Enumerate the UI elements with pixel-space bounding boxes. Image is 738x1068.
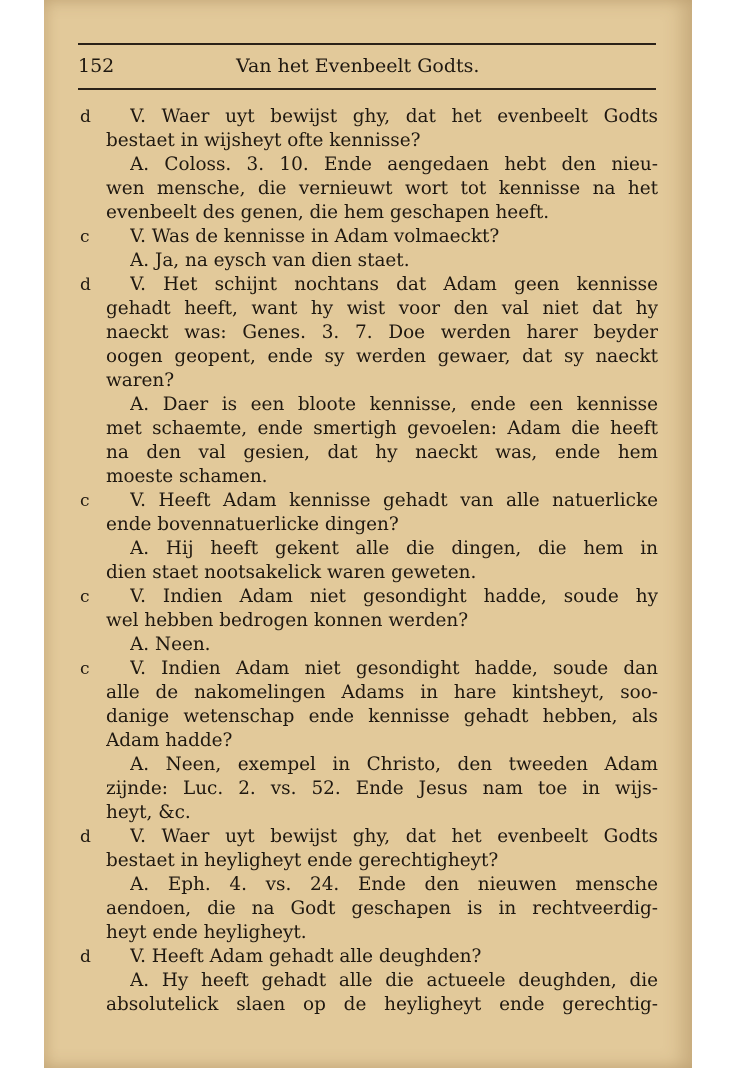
text-line: oogen geopent, ende sy werden gewaer, dat sy naeckt	[106, 346, 658, 367]
header-rule-top	[78, 43, 656, 45]
text-line: bestaet in heyligheyt ende gerechtigheyt?	[106, 850, 499, 871]
margin-mark: d	[80, 947, 91, 967]
text-line: Adam hadde?	[106, 730, 233, 751]
text-line: evenbeelt des genen, die hem geschapen heeft.	[106, 202, 550, 223]
text-line: naeckt was: Genes. 3. 7. Doe werden harer beyder	[106, 322, 658, 343]
text-line: A. Hij heeft gekent alle die dingen, die hem in	[130, 538, 658, 559]
text-line: bestaet in wijsheyt ofte kennisse?	[106, 130, 421, 151]
text-line: A. Ja, na eysch van dien staet.	[130, 250, 410, 271]
header-rule-bottom	[78, 88, 656, 90]
page-number: 152	[78, 55, 115, 77]
margin-mark: d	[80, 107, 91, 127]
text-line: na den val gesien, dat hy naeckt was, ende hem	[106, 442, 658, 463]
text-line: heyt ende heyligheyt.	[106, 922, 307, 943]
text-line: V. Heeft Adam gehadt alle deughden?	[130, 946, 482, 967]
text-line: A. Daer is een bloote kennisse, ende een kennisse	[130, 394, 658, 415]
text-line: V. Het schijnt nochtans dat Adam geen kennisse	[130, 274, 658, 295]
text-line: A. Neen.	[130, 634, 211, 655]
text-line: danige wetenschap ende kennisse gehadt hebben, als	[106, 706, 658, 727]
text-line: heyt, &c.	[106, 802, 191, 823]
margin-mark: d	[80, 275, 91, 295]
margin-mark: d	[80, 827, 91, 847]
text-line: alle de nakomelingen Adams in hare kintsheyt, soo-	[106, 682, 658, 703]
text-line: moeste schamen.	[106, 466, 268, 487]
text-line: wel hebben bedrogen konnen werden?	[106, 610, 469, 631]
text-line: dien staet nootsakelick waren geweten.	[106, 562, 477, 583]
text-line: V. Heeft Adam kennisse gehadt van alle natuerlicke	[130, 490, 658, 511]
page-header	[78, 52, 656, 82]
text-line: ende bovennatuerlicke dingen?	[106, 514, 399, 535]
margin-mark: c	[80, 491, 90, 511]
text-line: A. Coloss. 3. 10. Ende aengedaen hebt den nieu-	[130, 154, 658, 175]
text-line: V. Indien Adam niet gesondight hadde, soude dan	[130, 658, 658, 679]
margin-mark: c	[80, 659, 90, 679]
text-line: gehadt heeft, want hy wist voor den val niet dat hy	[106, 298, 658, 319]
text-line: wen mensche, die vernieuwt wort tot kennisse na het	[106, 178, 658, 199]
text-line: V. Was de kennisse in Adam volmaeckt?	[130, 226, 500, 247]
text-line: waren?	[106, 370, 175, 391]
running-title: Van het Evenbeelt Godts.	[236, 55, 480, 77]
margin-mark: c	[80, 227, 90, 247]
text-line: A. Neen, exempel in Christo, den tweeden Adam	[130, 754, 658, 775]
text-line: absolutelick slaen op de heyligheyt ende gerechtig-	[106, 994, 658, 1015]
text-line: A. Eph. 4. vs. 24. Ende den nieuwen mensche	[130, 874, 658, 895]
text-line: zijnde: Luc. 2. vs. 52. Ende Jesus nam toe in wijs-	[106, 778, 658, 799]
text-line: aendoen, die na Godt geschapen is in rechtveerdig-	[106, 898, 658, 919]
text-line: V. Indien Adam niet gesondight hadde, soude hy	[130, 586, 658, 607]
text-line: met schaemte, ende smertigh gevoelen: Adam die heeft	[106, 418, 658, 439]
text-line: V. Waer uyt bewijst ghy, dat het evenbeelt Godts	[130, 826, 658, 847]
text-line: V. Waer uyt bewijst ghy, dat het evenbeelt Godts	[130, 106, 658, 127]
text-line: A. Hy heeft gehadt alle die actueele deughden, die	[130, 970, 658, 991]
margin-mark: c	[80, 587, 90, 607]
